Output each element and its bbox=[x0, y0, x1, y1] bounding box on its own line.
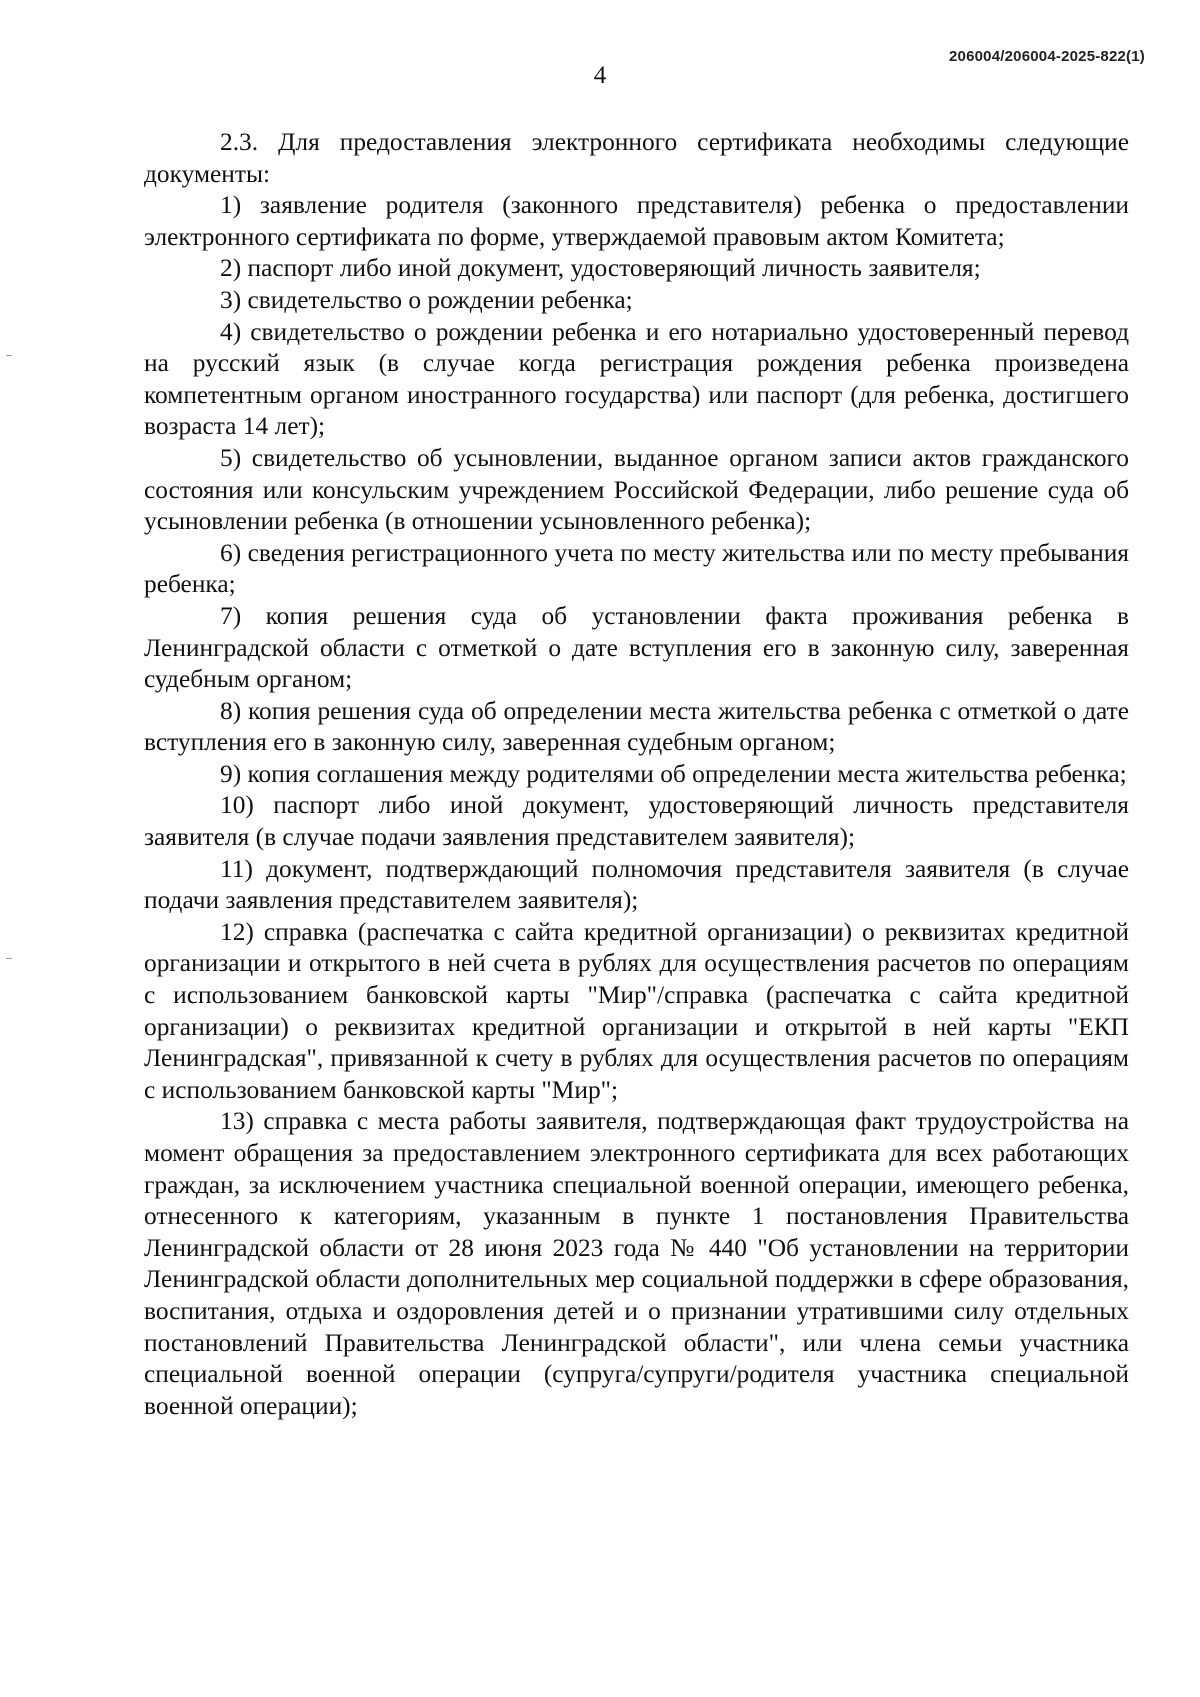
list-item-4: 4) свидетельство о рождении ребенка и его нотариально удостоверенный перевод на русский язык (в случае когда регистрация рождения ребенка произведена компетентным органом иностранного государства) или паспорт (для ребенка, достигшего возраста 14 лет); bbox=[144, 317, 1129, 441]
list-item-6: 6) сведения регистрационного учета по месту жительства или по месту пребывания ребенка; bbox=[144, 538, 1129, 599]
list-item-8: 8) копия решения суда об определении места жительства ребенка с отметкой о дате вступления его в законную силу, заверенная судебным органом; bbox=[144, 696, 1129, 757]
list-item-7: 7) копия решения суда об установлении факта проживания ребенка в Ленинградской области с отметкой о дате вступления его в законную силу, заверенная судебным органом; bbox=[144, 601, 1129, 694]
document-body bbox=[144, 127, 1129, 1422]
list-item-11: 11) документ, подтверждающий полномочия представителя заявителя (в случае подачи заявления представителем заявителя); bbox=[144, 854, 1129, 915]
list-item-3: 3) свидетельство о рождении ребенка; bbox=[220, 285, 633, 314]
scan-margin-mark bbox=[6, 355, 12, 356]
section-2-3-intro: 2.3. Для предоставления электронного сертификата необходимы следующие документы: bbox=[144, 128, 1129, 188]
list-item-12: 12) справка (распечатка с сайта кредитной организации) о реквизитах кредитной организации и открытого в ней счета в рублях для осуществления расчетов по операциям с использованием банковской карты "Мир"/справка (распечатка с сайта кредитной организации) о реквизитах кредитной организации и открытой в ней карты "ЕКП Ленинградская", привязанной к счету в рублях для осуществления расчетов по операциям с использованием банковской карты "Мир"; bbox=[144, 917, 1129, 1104]
page-number: 4 bbox=[593, 62, 607, 89]
document-reference-number: 206004/206004-2025-822(1) bbox=[949, 48, 1145, 65]
list-item-13: 13) справка с места работы заявителя, подтверждающая факт трудоустройства на момент обращения за предоставлением электронного сертификата для всех работающих граждан, за исключением участника специальной военной операции, имеющего ребенка, отнесенного к категориям, указанным в пункте 1 постановления Правительства Ленинградской области от 28 июня 2023 года № 440 "Об установлении на территории Ленинградской области дополнительных мер социальной поддержки в сфере образования, воспитания, отдыха и оздоровления детей и о признании утратившими силу отдельных постановлений Правительства Ленинградской области", или члена семьи участника специальной военной операции (супруга/супруги/родителя участника специальной военной операции); bbox=[144, 1107, 1129, 1420]
list-item-9: 9) копия соглашения между родителями об определении места жительства ребенка; bbox=[220, 759, 1127, 788]
list-item-5: 5) свидетельство об усыновлении, выданное органом записи актов гражданского состояния или консульским учреждением Российской Федерации, либо решение суда об усыновлении ребенка (в отношении усыновленного ребенка); bbox=[144, 443, 1129, 536]
list-item-1: 1) заявление родителя (законного представителя) ребенка о предоставлении электронного сертификата по форме, утверждаемой правовым актом Комитета; bbox=[144, 191, 1129, 251]
scan-margin-mark bbox=[6, 958, 12, 959]
list-item-2: 2) паспорт либо иной документ, удостоверяющий личность заявителя; bbox=[220, 254, 981, 283]
list-item-10: 10) паспорт либо иной документ, удостоверяющий личность представителя заявителя (в случае подачи заявления представителем заявителя); bbox=[144, 791, 1129, 852]
